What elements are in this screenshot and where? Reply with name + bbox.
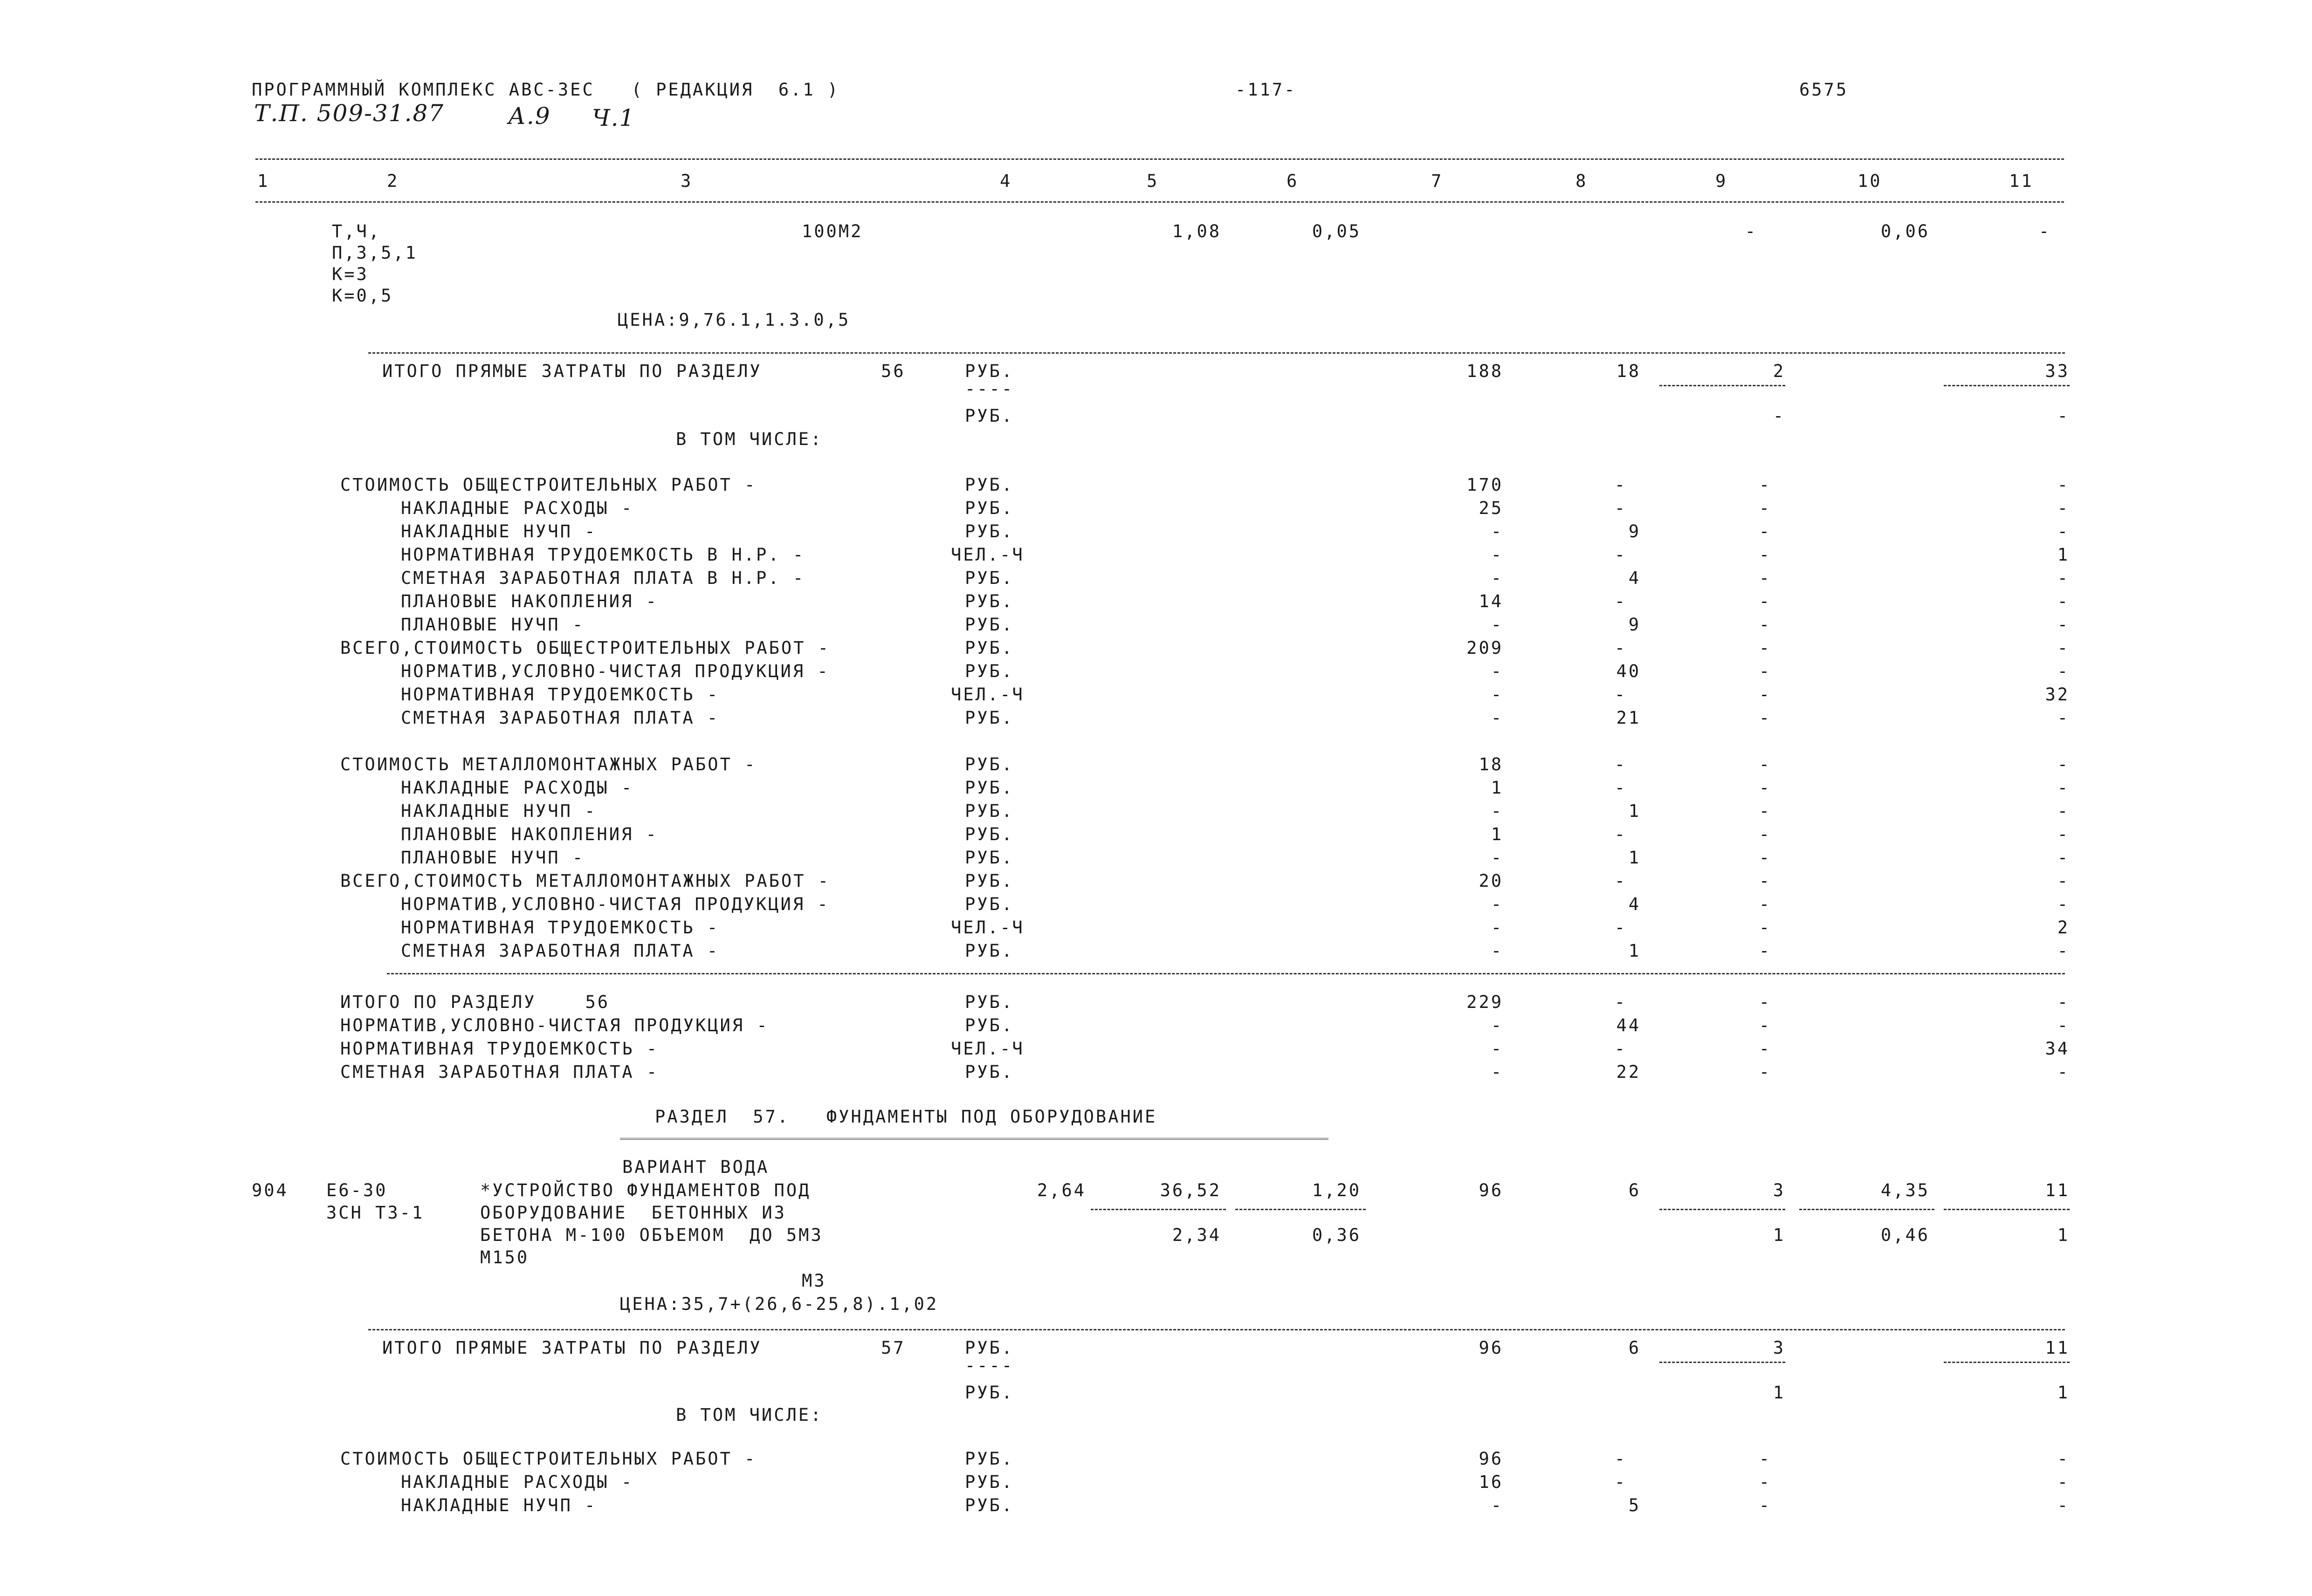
- cell-c9-lower: 1: [1773, 1225, 1785, 1245]
- cell-c9: -: [1759, 708, 1771, 728]
- cell-c7: 20: [1479, 871, 1503, 891]
- cell-c9: -: [1759, 918, 1771, 938]
- cell-c11: 11: [2045, 1180, 2070, 1200]
- row-unit: РУБ.: [965, 941, 1014, 961]
- cell-c4: 2,64: [1037, 1180, 1086, 1200]
- unit: РУБ.: [965, 361, 1014, 381]
- row-unit: РУБ.: [965, 1062, 1014, 1082]
- cell-c9: -: [1759, 661, 1771, 681]
- row-unit: РУБ.: [965, 894, 1014, 914]
- cell-c8: -: [1614, 1039, 1627, 1059]
- section-number: 56: [881, 361, 906, 381]
- column-number: 2: [387, 171, 399, 191]
- column-number: 1: [257, 171, 270, 191]
- row-unit: РУБ.: [965, 754, 1014, 774]
- row-label: ИТОГО ПО РАЗДЕЛУ 56: [340, 992, 610, 1012]
- row-unit: РУБ.: [965, 778, 1014, 798]
- unit-dash: ----: [965, 379, 1014, 399]
- cell-c11: -: [2057, 824, 2070, 844]
- program-header: ПРОГРАММНЫЙ КОМПЛЕКС АВС-3ЕС ( РЕДАКЦИЯ 6.1 ): [252, 80, 840, 100]
- row-unit: РУБ.: [965, 824, 1014, 844]
- cell-c10: 4,35: [1880, 1180, 1930, 1200]
- cell-c8: 1: [1628, 801, 1641, 821]
- row-label: ПЛАНОВЫЕ НУЧП -: [401, 848, 585, 868]
- cell-c9: -: [1759, 1039, 1771, 1059]
- cell-c7: 96: [1479, 1338, 1503, 1358]
- cell-c11: -: [2057, 801, 2070, 821]
- cell-c8: -: [1614, 685, 1627, 705]
- header-top-rule: [255, 158, 2064, 160]
- row-label: НАКЛАДНЫЕ РАСХОДЫ -: [401, 1472, 634, 1492]
- row-label: НАКЛАДНЫЕ РАСХОДЫ -: [401, 498, 634, 518]
- cell-c11: -: [2057, 1495, 2070, 1515]
- row-label: НОРМАТИВ,УСЛОВНО-ЧИСТАЯ ПРОДУКЦИЯ -: [401, 894, 830, 914]
- row-label: НАКЛАДНЫЕ РАСХОДЫ -: [401, 778, 634, 798]
- cell-c8: 6: [1628, 1338, 1641, 1358]
- cell-c11: -: [2057, 1472, 2070, 1492]
- row-label: СМЕТНАЯ ЗАРАБОТНАЯ ПЛАТА -: [340, 1062, 659, 1082]
- row-label: НОРМАТИВ,УСЛОВНО-ЧИСТАЯ ПРОДУКЦИЯ -: [340, 1015, 769, 1035]
- cell-c10: 0,06: [1880, 221, 1930, 241]
- cell-c9: -: [1759, 941, 1771, 961]
- price-formula: ЦЕНА:9,76.1,1.3.0,5: [618, 310, 851, 330]
- cell-c11-lower: -: [2057, 406, 2070, 426]
- row-unit: РУБ.: [965, 708, 1014, 728]
- cell-c11: -: [2057, 638, 2070, 658]
- cell-c8: -: [1614, 545, 1627, 565]
- item-description-line: М150: [480, 1247, 530, 1267]
- item-code-line: К=0,5: [332, 286, 393, 306]
- cell-c7: 16: [1479, 1472, 1503, 1492]
- cell-c8: 1: [1628, 848, 1641, 868]
- row-label: НОРМАТИВ,УСЛОВНО-ЧИСТАЯ ПРОДУКЦИЯ -: [401, 661, 830, 681]
- cell-c9: -: [1759, 1495, 1771, 1515]
- row-unit: ЧЕЛ.-Ч: [951, 685, 1025, 705]
- item-unit: М3: [802, 1271, 826, 1291]
- cell-c5: 36,52: [1160, 1180, 1221, 1200]
- cell-c7: -: [1491, 848, 1503, 868]
- item-description-line: *УСТРОЙСТВО ФУНДАМЕНТОВ ПОД: [480, 1180, 811, 1200]
- cell-c7: 96: [1479, 1180, 1503, 1200]
- cell-c7: 188: [1466, 361, 1503, 381]
- row-unit: РУБ.: [965, 591, 1014, 611]
- cell-c8: 5: [1628, 1495, 1641, 1515]
- cell-c9: -: [1759, 1015, 1771, 1035]
- cell-c8: -: [1614, 918, 1627, 938]
- section-title-underline: [620, 1138, 1328, 1140]
- cell-c9: -: [1759, 824, 1771, 844]
- cell-c7: -: [1491, 918, 1503, 938]
- cell-c11: -: [2057, 591, 2070, 611]
- cell-c11: 33: [2045, 361, 2070, 381]
- row-label: ПЛАНОВЫЕ НАКОПЛЕНИЯ -: [401, 591, 658, 611]
- cell-c8: -: [1614, 591, 1627, 611]
- direct-costs-label: ИТОГО ПРЯМЫЕ ЗАТРАТЫ ПО РАЗДЕЛУ: [382, 1338, 762, 1358]
- row-unit: ЧЕЛ.-Ч: [951, 545, 1025, 565]
- direct-costs-label: ИТОГО ПРЯМЫЕ ЗАТРАТЫ ПО РАЗДЕЛУ: [382, 361, 762, 381]
- cell-c11: 1: [2057, 545, 2070, 565]
- row-label: СТОИМОСТЬ ОБЩЕСТРОИТЕЛЬНЫХ РАБОТ -: [340, 1449, 757, 1469]
- cell-c11: 32: [2045, 685, 2070, 705]
- cell-c9: -: [1759, 1449, 1771, 1469]
- header-bottom-rule: [255, 201, 2064, 203]
- row-unit: РУБ.: [965, 661, 1014, 681]
- cell-c11: -: [2057, 615, 2070, 635]
- cell-c7: -: [1491, 708, 1503, 728]
- including-label: В ТОМ ЧИСЛЕ:: [676, 429, 823, 449]
- cell-c11: 34: [2045, 1039, 2070, 1059]
- unit: РУБ.: [965, 1383, 1014, 1403]
- subtotal-rule-c9: [1659, 1362, 1785, 1363]
- cell-c11: -: [2057, 1015, 2070, 1035]
- cell-c7: -: [1491, 1039, 1503, 1059]
- cell-c8: -: [1614, 992, 1627, 1012]
- row-unit: РУБ.: [965, 1472, 1014, 1492]
- cell-c8: -: [1614, 1472, 1627, 1492]
- row-unit: ЧЕЛ.-Ч: [951, 1039, 1025, 1059]
- cell-c8: 9: [1628, 615, 1641, 635]
- cell-c11: -: [2057, 498, 2070, 518]
- item-code-line: К=3: [332, 264, 369, 284]
- cell-c7: 229: [1466, 992, 1503, 1012]
- row-label: НОРМАТИВНАЯ ТРУДОЕМКОСТЬ В Н.Р. -: [401, 545, 805, 565]
- row-unit: РУБ.: [965, 475, 1014, 495]
- cell-c9: -: [1759, 778, 1771, 798]
- row-label: СТОИМОСТЬ ОБЩЕСТРОИТЕЛЬНЫХ РАБОТ -: [340, 475, 757, 495]
- row-label: СТОИМОСТЬ МЕТАЛЛОМОНТАЖНЫХ РАБОТ -: [340, 754, 757, 774]
- item-unit: 100М2: [802, 221, 863, 241]
- cell-c8: 18: [1616, 361, 1641, 381]
- cell-c7: -: [1491, 1062, 1503, 1082]
- row-unit: РУБ.: [965, 568, 1014, 588]
- section-title: РАЗДЕЛ 57. ФУНДАМЕНТЫ ПОД ОБОРУДОВАНИЕ: [655, 1107, 1157, 1127]
- cell-c7: 18: [1479, 754, 1503, 774]
- cell-c9: -: [1759, 1472, 1771, 1492]
- cell-c9: -: [1759, 848, 1771, 868]
- unit-dash: ----: [965, 1356, 1014, 1376]
- subtotal-rule-c9: [1659, 1209, 1785, 1210]
- item-description-line: ОБОРУДОВАНИЕ БЕТОННЫХ ИЗ: [480, 1203, 786, 1223]
- cell-c7: 1: [1491, 778, 1503, 798]
- cell-c11: -: [2057, 941, 2070, 961]
- section-rule: [368, 1329, 2065, 1330]
- cell-c11: -: [2057, 708, 2070, 728]
- cell-c11: -: [2057, 661, 2070, 681]
- subtotal-rule-c11: [1944, 1362, 2070, 1363]
- cell-c11-lower: 1: [2057, 1225, 2070, 1245]
- row-label: НАКЛАДНЫЕ НУЧП -: [401, 1495, 597, 1515]
- cell-c8: -: [1614, 475, 1627, 495]
- row-label: НОРМАТИВНАЯ ТРУДОЕМКОСТЬ -: [340, 1039, 659, 1059]
- cell-c6-lower: 0,36: [1312, 1225, 1361, 1245]
- cell-c9: 3: [1773, 1180, 1785, 1200]
- cell-c8: -: [1614, 824, 1627, 844]
- row-label: ВСЕГО,СТОИМОСТЬ МЕТАЛЛОМОНТАЖНЫХ РАБОТ -: [340, 871, 831, 891]
- cell-c7: -: [1491, 685, 1503, 705]
- subtotal-rule-c10: [1799, 1209, 1934, 1210]
- cell-c8: -: [1614, 754, 1627, 774]
- subtotal-rule-c11: [1944, 385, 2070, 386]
- cell-c7: -: [1491, 1495, 1503, 1515]
- cell-c6: 1,20: [1312, 1180, 1361, 1200]
- item-description-line: БЕТОНА М-100 ОБЪЕМОМ ДО 5М3: [480, 1225, 823, 1245]
- cell-c11: -: [2057, 1062, 2070, 1082]
- cell-c9: 3: [1773, 1338, 1785, 1358]
- row-unit: РУБ.: [965, 992, 1014, 1012]
- cell-c11: -: [2057, 894, 2070, 914]
- cell-c8: -: [1614, 638, 1627, 658]
- cell-c5-lower: 2,34: [1172, 1225, 1221, 1245]
- including-label: В ТОМ ЧИСЛЕ:: [676, 1405, 823, 1425]
- cell-c11-lower: 1: [2057, 1383, 2070, 1403]
- cell-c7: 14: [1479, 591, 1503, 611]
- cell-c9: -: [1745, 221, 1757, 241]
- handwritten-album: А.9: [508, 103, 551, 130]
- row-unit: ЧЕЛ.-Ч: [951, 918, 1025, 938]
- cell-c6: 0,05: [1312, 221, 1361, 241]
- column-number: 3: [681, 171, 693, 191]
- unit: РУБ.: [965, 1338, 1014, 1358]
- column-number: 8: [1576, 171, 1588, 191]
- column-number: 5: [1147, 171, 1159, 191]
- cell-c9: 2: [1773, 361, 1785, 381]
- cell-c8: -: [1614, 871, 1627, 891]
- unit: РУБ.: [965, 406, 1014, 426]
- column-number: 11: [2009, 171, 2034, 191]
- cell-c8: -: [1614, 1449, 1627, 1469]
- cell-c9: -: [1759, 475, 1771, 495]
- cell-c8: 4: [1628, 568, 1641, 588]
- column-number: 7: [1431, 171, 1444, 191]
- subtotal-rule-c9: [1659, 385, 1785, 386]
- row-label: НОРМАТИВНАЯ ТРУДОЕМКОСТЬ -: [401, 918, 720, 938]
- cell-c9: -: [1759, 568, 1771, 588]
- row-label: СМЕТНАЯ ЗАРАБОТНАЯ ПЛАТА -: [401, 708, 720, 728]
- item-code: Е6-30: [326, 1180, 388, 1200]
- row-unit: РУБ.: [965, 638, 1014, 658]
- cell-c7: -: [1491, 521, 1503, 541]
- handwritten-project-ref: Т.П. 509-31.87: [254, 100, 445, 127]
- column-number: 6: [1287, 171, 1299, 191]
- section-total-rule: [387, 973, 2065, 974]
- page-number: -117-: [1235, 80, 1297, 100]
- cell-c7: 25: [1479, 498, 1503, 518]
- section-number: 57: [881, 1338, 906, 1358]
- cell-c9: -: [1759, 801, 1771, 821]
- cell-c11: -: [2057, 871, 2070, 891]
- handwritten-part: Ч.1: [592, 104, 635, 131]
- cell-c8: -: [1614, 498, 1627, 518]
- row-label: СМЕТНАЯ ЗАРАБОТНАЯ ПЛАТА В Н.Р. -: [401, 568, 805, 588]
- row-unit: РУБ.: [965, 521, 1014, 541]
- cell-c9: -: [1759, 615, 1771, 635]
- cell-c11: -: [2057, 475, 2070, 495]
- row-label: СМЕТНАЯ ЗАРАБОТНАЯ ПЛАТА -: [401, 941, 720, 961]
- cell-c7: -: [1491, 894, 1503, 914]
- cell-c8: 9: [1628, 521, 1641, 541]
- cell-c9-lower: -: [1773, 406, 1785, 426]
- cell-c7: 170: [1466, 475, 1503, 495]
- row-label: ВСЕГО,СТОИМОСТЬ ОБЩЕСТРОИТЕЛЬНЫХ РАБОТ -: [340, 638, 831, 658]
- cell-c7: -: [1491, 568, 1503, 588]
- item-code: ЗСН Т3-1: [326, 1203, 425, 1223]
- cell-c7: -: [1491, 615, 1503, 635]
- cell-c11: 2: [2057, 918, 2070, 938]
- cell-c9: -: [1759, 521, 1771, 541]
- cell-c11: -: [2057, 754, 2070, 774]
- cell-c7: 96: [1479, 1449, 1503, 1469]
- cell-c7: -: [1491, 1015, 1503, 1035]
- row-unit: РУБ.: [965, 1449, 1014, 1469]
- cell-c8: 40: [1616, 661, 1641, 681]
- cell-c8: 6: [1628, 1180, 1641, 1200]
- subtotal-rule-c11: [1944, 1209, 2070, 1210]
- row-unit: РУБ.: [965, 498, 1014, 518]
- section-rule: [368, 352, 2065, 354]
- cell-c11: -: [2057, 568, 2070, 588]
- cell-c7: 1: [1491, 824, 1503, 844]
- item-number: 904: [252, 1180, 289, 1200]
- row-unit: РУБ.: [965, 1495, 1014, 1515]
- cell-c11: 11: [2045, 1338, 2070, 1358]
- cell-c10-lower: 0,46: [1880, 1225, 1930, 1245]
- cell-c11: -: [2057, 1449, 2070, 1469]
- cell-c11: -: [2057, 992, 2070, 1012]
- cell-c9: -: [1759, 754, 1771, 774]
- row-unit: РУБ.: [965, 1015, 1014, 1035]
- cell-c11: -: [2057, 778, 2070, 798]
- cell-c9: -: [1759, 591, 1771, 611]
- cell-c9: -: [1759, 894, 1771, 914]
- cell-c11: -: [2057, 848, 2070, 868]
- row-unit: РУБ.: [965, 801, 1014, 821]
- subtotal-rule-c5: [1091, 1209, 1226, 1210]
- document-code: 6575: [1799, 80, 1849, 100]
- row-unit: РУБ.: [965, 871, 1014, 891]
- cell-c9: -: [1759, 871, 1771, 891]
- item-code-line: Т,Ч,: [332, 221, 381, 241]
- subtotal-rule-c6: [1235, 1209, 1366, 1210]
- cell-c11: -: [2038, 221, 2051, 241]
- cell-c5: 1,08: [1172, 221, 1221, 241]
- cell-c9: -: [1759, 992, 1771, 1012]
- cell-c7: -: [1491, 801, 1503, 821]
- cell-c8: 4: [1628, 894, 1641, 914]
- row-unit: РУБ.: [965, 615, 1014, 635]
- cell-c9: -: [1759, 545, 1771, 565]
- cell-c8: -: [1614, 778, 1627, 798]
- price-formula: ЦЕНА:35,7+(26,6-25,8).1,02: [620, 1294, 939, 1314]
- cell-c8: 44: [1616, 1015, 1641, 1035]
- cell-c9: -: [1759, 685, 1771, 705]
- column-number: 10: [1858, 171, 1882, 191]
- column-number: 9: [1715, 171, 1728, 191]
- column-number: 4: [1000, 171, 1012, 191]
- cell-c9: -: [1759, 498, 1771, 518]
- cell-c7: -: [1491, 545, 1503, 565]
- cell-c8: 22: [1616, 1062, 1641, 1082]
- cell-c7: -: [1491, 661, 1503, 681]
- row-label: НОРМАТИВНАЯ ТРУДОЕМКОСТЬ -: [401, 685, 720, 705]
- row-label: НАКЛАДНЫЕ НУЧП -: [401, 521, 597, 541]
- row-label: ПЛАНОВЫЕ НАКОПЛЕНИЯ -: [401, 824, 658, 844]
- row-label: ПЛАНОВЫЕ НУЧП -: [401, 615, 585, 635]
- cell-c7: -: [1491, 941, 1503, 961]
- cell-c11: -: [2057, 521, 2070, 541]
- cell-c9: -: [1759, 1062, 1771, 1082]
- cell-c9: -: [1759, 638, 1771, 658]
- cell-c8: 21: [1616, 708, 1641, 728]
- row-label: НАКЛАДНЫЕ НУЧП -: [401, 801, 597, 821]
- cell-c8: 1: [1628, 941, 1641, 961]
- variant-label: ВАРИАНТ ВОДА: [622, 1157, 770, 1177]
- cell-c7: 209: [1466, 638, 1503, 658]
- cell-c9-lower: 1: [1773, 1383, 1785, 1403]
- row-unit: РУБ.: [965, 848, 1014, 868]
- item-code-line: П,3,5,1: [332, 243, 418, 263]
